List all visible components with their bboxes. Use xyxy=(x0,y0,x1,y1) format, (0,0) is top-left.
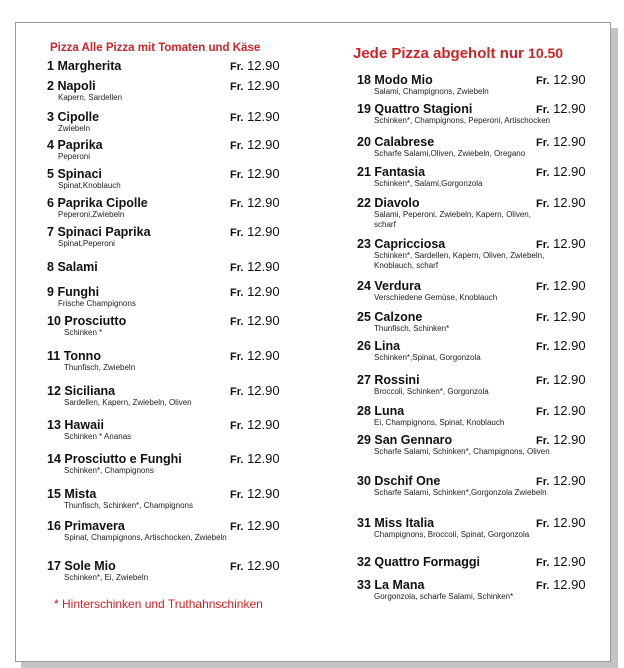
menu-item-title: Mista xyxy=(64,487,97,501)
currency-label: Fr. xyxy=(536,557,550,569)
menu-item-title: Luna xyxy=(374,404,405,418)
menu-item-price xyxy=(230,558,280,573)
menu-item-title: Paprika xyxy=(57,138,103,152)
menu-item-number: 11 xyxy=(47,349,61,363)
menu-item xyxy=(357,310,596,334)
currency-label: Fr. xyxy=(536,312,550,324)
price-value: 12.90 xyxy=(247,417,280,432)
menu-item-title: Quattro Stagioni xyxy=(374,102,473,116)
currency-label: Fr. xyxy=(536,75,550,87)
menu-item xyxy=(47,167,290,191)
menu-item-ingredients: Schinken*, Sardellen, Kapern, Oliven, Zwiebeln, Knoblauch, scharf xyxy=(374,251,545,270)
menu-item-ingredients: Verschiedene Gemüse, Knoblauch xyxy=(374,293,498,302)
price-value: 12.90 xyxy=(247,486,280,501)
menu-item-price xyxy=(230,486,280,501)
menu-item-number: 8 xyxy=(47,260,54,274)
menu-item-title: Spinaci xyxy=(57,167,102,181)
price-value: 12.90 xyxy=(553,515,586,530)
price-value: 12.90 xyxy=(553,577,586,592)
menu-item-ingredients: Spinat, Champignons, Artischocken, Zwiebeln xyxy=(64,533,227,542)
menu-item-number: 15 xyxy=(47,487,61,501)
menu-item-title: Siciliana xyxy=(64,384,116,398)
menu-item-price xyxy=(536,134,586,149)
currency-label: Fr. xyxy=(230,521,244,533)
price-value: 12.90 xyxy=(553,236,586,251)
currency-label: Fr. xyxy=(230,561,244,573)
menu-item-title: Salami xyxy=(57,260,98,274)
menu-item-title: Spinaci Paprika xyxy=(57,225,151,239)
menu-item-number: 17 xyxy=(47,559,61,573)
menu-item-ingredients: Sardellen, Kapern, Zwiebeln, Oliven xyxy=(64,398,192,407)
price-value: 12.90 xyxy=(247,558,280,573)
menu-item-price xyxy=(536,278,586,293)
price-value: 12.90 xyxy=(247,78,280,93)
menu-item-number: 7 xyxy=(47,225,54,239)
menu-item-title: Verdura xyxy=(374,279,421,293)
menu-item-price xyxy=(230,383,280,398)
menu-item-number: 5 xyxy=(47,167,54,181)
currency-label: Fr. xyxy=(230,140,244,152)
menu-item xyxy=(357,237,596,271)
pickup-offer-price: 10.50 xyxy=(528,45,564,61)
menu-item-title: Calabrese xyxy=(374,135,435,149)
currency-label: Fr. xyxy=(536,104,550,116)
menu-item-number: 2 xyxy=(47,79,54,93)
menu-item-price xyxy=(230,259,280,274)
menu-item xyxy=(47,196,290,220)
price-value: 12.90 xyxy=(247,284,280,299)
menu-item-ingredients: Schinken * Ananas xyxy=(64,432,132,441)
pickup-offer-heading xyxy=(353,45,563,62)
price-value: 12.90 xyxy=(553,432,586,447)
currency-label: Fr. xyxy=(536,167,550,179)
left-heading: Pizza Alle Pizza mit Tomaten und Käse xyxy=(50,42,261,54)
menu-item-price xyxy=(536,72,586,87)
price-value: 12.90 xyxy=(247,166,280,181)
price-value: 12.90 xyxy=(553,278,586,293)
menu-item xyxy=(357,578,596,602)
menu-item-title: Fantasia xyxy=(374,165,426,179)
menu-item xyxy=(357,474,596,498)
menu-item-number: 31 xyxy=(357,516,371,530)
menu-item-ingredients: Schinken * xyxy=(64,328,103,337)
price-value: 12.90 xyxy=(553,134,586,149)
menu-item-number: 16 xyxy=(47,519,61,533)
menu-item-ingredients: Schinken*, Ei, Zwiebeln xyxy=(64,573,149,582)
currency-label: Fr. xyxy=(536,239,550,251)
menu-item-title: Rossini xyxy=(374,373,420,387)
currency-label: Fr. xyxy=(536,341,550,353)
menu-item-title: Tonno xyxy=(63,349,101,363)
menu-page xyxy=(15,22,611,662)
menu-item-number: 18 xyxy=(357,73,371,87)
price-value: 12.90 xyxy=(553,554,586,569)
menu-item-ingredients: Kapern, Sardellen xyxy=(58,93,123,102)
menu-item-price xyxy=(536,338,586,353)
currency-label: Fr. xyxy=(536,580,550,592)
menu-item-ingredients: Scharfe Salami,Oliven, Zwiebeln, Oregano xyxy=(374,149,526,158)
menu-item xyxy=(357,196,596,230)
menu-item xyxy=(47,59,290,73)
menu-item-title: La Mana xyxy=(374,578,425,592)
menu-item-price xyxy=(230,166,280,181)
currency-label: Fr. xyxy=(536,435,550,447)
menu-item xyxy=(357,279,596,303)
menu-item-number: 14 xyxy=(47,452,61,466)
currency-label: Fr. xyxy=(230,81,244,93)
currency-label: Fr. xyxy=(230,420,244,432)
menu-item-title: Sole Mio xyxy=(64,559,116,573)
menu-item-title: San Gennaro xyxy=(374,433,453,447)
menu-item-price xyxy=(536,164,586,179)
price-value: 12.90 xyxy=(247,109,280,124)
menu-item-ingredients: Spinat,Knoblauch xyxy=(58,181,121,190)
menu-item xyxy=(47,418,290,442)
price-value: 12.90 xyxy=(247,259,280,274)
currency-label: Fr. xyxy=(230,198,244,210)
menu-item-price xyxy=(536,515,586,530)
menu-item-ingredients: Thunfisch, Zwiebeln xyxy=(64,363,136,372)
menu-item-ingredients: Thunfisch, Schinken*, Champignons xyxy=(64,501,193,510)
menu-item-number: 9 xyxy=(47,285,54,299)
menu-item-price xyxy=(230,518,280,533)
menu-item-number: 1 xyxy=(47,59,54,73)
menu-item-price xyxy=(536,309,586,324)
menu-item-price xyxy=(536,554,586,569)
menu-item-title: Napoli xyxy=(57,79,96,93)
price-value: 12.90 xyxy=(553,403,586,418)
menu-item-number: 12 xyxy=(47,384,61,398)
currency-label: Fr. xyxy=(230,61,244,73)
menu-item-ingredients: Broccoli, Schinken*, Gorgonzola xyxy=(374,387,489,396)
price-value: 12.90 xyxy=(553,372,586,387)
menu-item-number: 26 xyxy=(357,339,371,353)
menu-item xyxy=(357,73,596,97)
price-value: 12.90 xyxy=(247,518,280,533)
menu-item xyxy=(357,135,596,159)
menu-item-title: Prosciutto e Funghi xyxy=(64,452,182,466)
menu-item-ingredients: Schinken*, Champignons, Peperoni, Artischocken xyxy=(374,116,551,125)
menu-item-ingredients: Schinken*, Salami,Gorgonzola xyxy=(374,179,483,188)
currency-label: Fr. xyxy=(536,476,550,488)
menu-item xyxy=(47,349,290,373)
currency-label: Fr. xyxy=(230,112,244,124)
menu-item-ingredients: Frische Champignons xyxy=(58,299,136,308)
price-value: 12.90 xyxy=(553,195,586,210)
menu-item xyxy=(357,433,596,457)
menu-item xyxy=(47,110,290,134)
menu-item-number: 30 xyxy=(357,474,371,488)
menu-item-price xyxy=(230,137,280,152)
menu-item-price xyxy=(536,372,586,387)
menu-item xyxy=(47,79,290,103)
menu-item-title: Lina xyxy=(374,339,401,353)
menu-item-number: 13 xyxy=(47,418,61,432)
menu-item xyxy=(357,555,596,569)
menu-item-ingredients: Salami, Champignons, Zwiebeln xyxy=(374,87,489,96)
currency-label: Fr. xyxy=(536,198,550,210)
currency-label: Fr. xyxy=(230,287,244,299)
price-value: 12.90 xyxy=(247,195,280,210)
menu-item-number: 32 xyxy=(357,555,371,569)
price-value: 12.90 xyxy=(247,224,280,239)
menu-item-price xyxy=(536,195,586,210)
menu-item-ingredients: Champignons, Broccoli, Spinat, Gorgonzola xyxy=(374,530,530,539)
price-value: 12.90 xyxy=(553,338,586,353)
menu-item-ingredients: Scharfe Salami, Schinken*, Champignons, Oliven xyxy=(374,447,550,456)
menu-item xyxy=(47,384,290,408)
menu-item-price xyxy=(230,284,280,299)
menu-item-price xyxy=(230,451,280,466)
menu-item-ingredients: Gorgonzola, scharfe Salami, Schinken* xyxy=(374,592,514,601)
menu-item-title: Capricciosa xyxy=(374,237,446,251)
menu-item-ingredients: Zwiebeln xyxy=(58,124,91,133)
menu-item-title: Calzone xyxy=(374,310,423,324)
currency-label: Fr. xyxy=(230,351,244,363)
menu-item xyxy=(357,339,596,363)
menu-item-price xyxy=(230,348,280,363)
price-value: 12.90 xyxy=(553,473,586,488)
price-value: 12.90 xyxy=(247,137,280,152)
price-value: 12.90 xyxy=(553,309,586,324)
menu-item-number: 25 xyxy=(357,310,371,324)
pickup-offer-text: Jede Pizza abgeholt nur xyxy=(353,45,524,62)
currency-label: Fr. xyxy=(536,137,550,149)
menu-item xyxy=(47,285,290,309)
menu-item-price xyxy=(230,224,280,239)
menu-item-number: 23 xyxy=(357,237,371,251)
currency-label: Fr. xyxy=(230,386,244,398)
currency-label: Fr. xyxy=(230,227,244,239)
menu-item-price xyxy=(230,109,280,124)
menu-item-number: 10 xyxy=(47,314,61,328)
price-value: 12.90 xyxy=(553,164,586,179)
menu-item xyxy=(47,452,290,476)
menu-item-number: 24 xyxy=(357,279,371,293)
menu-item-title: Prosciutto xyxy=(64,314,127,328)
menu-item-title: Paprika Cipolle xyxy=(57,196,148,210)
menu-item-number: 29 xyxy=(357,433,371,447)
menu-item xyxy=(357,516,596,540)
currency-label: Fr. xyxy=(536,375,550,387)
menu-item xyxy=(47,138,290,162)
menu-item-price xyxy=(536,403,586,418)
menu-item xyxy=(47,519,290,543)
price-value: 12.90 xyxy=(247,313,280,328)
menu-item-number: 21 xyxy=(357,165,371,179)
menu-item-title: Quattro Formaggi xyxy=(374,555,480,569)
menu-item-price xyxy=(536,577,586,592)
menu-item xyxy=(357,404,596,428)
currency-label: Fr. xyxy=(536,406,550,418)
price-value: 12.90 xyxy=(553,72,586,87)
menu-item xyxy=(47,314,290,338)
price-value: 12.90 xyxy=(247,383,280,398)
price-value: 12.90 xyxy=(247,348,280,363)
currency-label: Fr. xyxy=(230,316,244,328)
currency-label: Fr. xyxy=(536,518,550,530)
menu-item-price xyxy=(536,473,586,488)
menu-item xyxy=(357,102,596,126)
ham-footnote: * Hinterschinken und Truthahnschinken xyxy=(54,597,263,611)
menu-item-ingredients: Ei, Champignons, Spinat, Knoblauch xyxy=(374,418,505,427)
menu-item-ingredients: Scharfe Salami, Schinken*,Gorgonzola Zwiebeln xyxy=(374,488,547,497)
menu-item-ingredients: Spinat,Peperoni xyxy=(58,239,115,248)
menu-item-number: 19 xyxy=(357,102,371,116)
menu-item-ingredients: Schinken*,Spinat, Gorgonzola xyxy=(374,353,481,362)
menu-item-price xyxy=(230,78,280,93)
menu-item-price xyxy=(536,236,586,251)
menu-item xyxy=(47,559,290,583)
price-value: 12.90 xyxy=(553,101,586,116)
price-value: 12.90 xyxy=(247,451,280,466)
menu-item-price xyxy=(536,101,586,116)
menu-item-title: Modo Mio xyxy=(374,73,433,87)
currency-label: Fr. xyxy=(230,454,244,466)
menu-item-number: 28 xyxy=(357,404,371,418)
menu-item-title: Margherita xyxy=(57,59,122,73)
menu-item-number: 6 xyxy=(47,196,54,210)
menu-item-ingredients: Salami, Peperoni, Zwiebeln, Kapern, Oliven, scharf xyxy=(374,210,531,229)
menu-item-number: 3 xyxy=(47,110,54,124)
menu-item xyxy=(47,225,290,249)
menu-item-title: Dschif One xyxy=(374,474,441,488)
menu-item-price xyxy=(536,432,586,447)
menu-item-ingredients: Peperoni,Zwiebeln xyxy=(58,210,125,219)
menu-item-price xyxy=(230,313,280,328)
menu-item xyxy=(47,487,290,511)
menu-item-price xyxy=(230,195,280,210)
menu-item-ingredients: Thunfisch, Schinken* xyxy=(374,324,450,333)
menu-item-ingredients: Schinken*, Champignons xyxy=(64,466,154,475)
menu-item-number: 4 xyxy=(47,138,54,152)
menu-item-title: Miss Italia xyxy=(374,516,435,530)
menu-item-number: 20 xyxy=(357,135,371,149)
currency-label: Fr. xyxy=(230,169,244,181)
menu-item-ingredients: Peperoni xyxy=(58,152,91,161)
menu-item-title: Cipolle xyxy=(57,110,100,124)
currency-label: Fr. xyxy=(536,281,550,293)
menu-item-price xyxy=(230,417,280,432)
menu-item-price xyxy=(230,58,280,73)
menu-item-number: 27 xyxy=(357,373,371,387)
menu-item-title: Funghi xyxy=(57,285,100,299)
menu-item-title: Primavera xyxy=(64,519,125,533)
menu-item-number: 22 xyxy=(357,196,371,210)
currency-label: Fr. xyxy=(230,489,244,501)
menu-item-number: 33 xyxy=(357,578,371,592)
menu-item-title: Diavolo xyxy=(374,196,420,210)
menu-item xyxy=(47,260,290,274)
menu-item xyxy=(357,373,596,397)
currency-label: Fr. xyxy=(230,262,244,274)
menu-item-title: Hawaii xyxy=(64,418,104,432)
price-value: 12.90 xyxy=(247,58,280,73)
menu-item xyxy=(357,165,596,189)
